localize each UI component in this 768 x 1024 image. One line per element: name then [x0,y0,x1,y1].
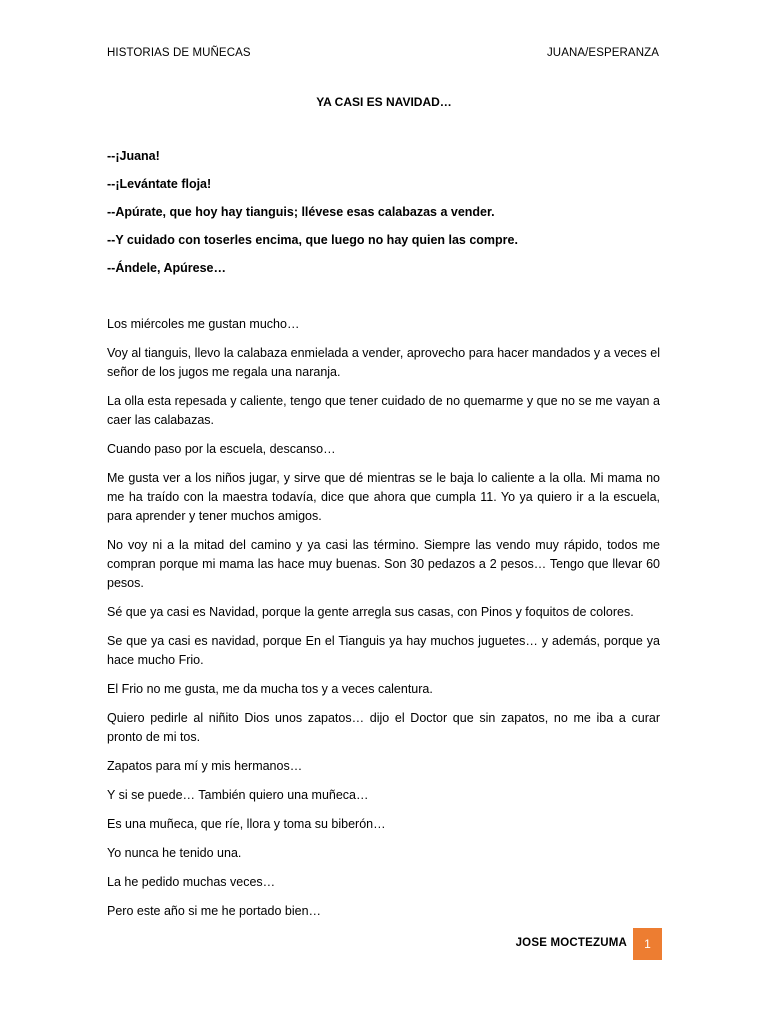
paragraph: Quiero pedirle al niñito Dios unos zapatos… dijo el Doctor que sin zapatos, no me iba a curar pronto de mi tos. [107,711,660,744]
dialogue-line: --Ándele, Apúrese… [107,261,227,275]
paragraph: Voy al tianguis, llevo la calabaza enmielada a vender, aprovecho para hacer mandados y a veces el señor de los jugos me regala una naranja. [107,346,660,379]
paragraph: Pero este año si me he portado bien… [107,904,322,918]
paragraph: Y si se puede… También quiero una muñeca… [107,788,369,802]
paragraph: Es una muñeca, que ríe, llora y toma su biberón… [107,817,386,831]
dialogue-line: --¡Juana! [107,149,160,163]
document-title: YA CASI ES NAVIDAD… [316,95,452,109]
dialogue-line: --Apúrate, que hoy hay tianguis; llévese esas calabazas a vender. [107,205,495,219]
dialogue-block [107,147,660,287]
paragraph: Zapatos para mí y mis hermanos… [107,759,303,773]
paragraph: La he pedido muchas veces… [107,875,276,889]
paragraph: Cuando paso por la escuela, descanso… [107,442,336,456]
paragraph: No voy ni a la mitad del camino y ya casi las término. Siempre las vendo muy rápido, todos me compran porque mi mama las hace muy buenas. Son 30 pedazos a 2 pesos… Tengo que llevar 60 pesos. [107,538,660,590]
paragraph: Sé que ya casi es Navidad, porque la gente arregla sus casas, con Pinos y foquitos de colores. [107,605,634,619]
paragraph: Me gusta ver a los niños jugar, y sirve que dé mientras se le baja lo caliente a la olla. Mi mama no me ha traído con la maestra todavía, dice que ahora que cumpla 11. Yo ya quiero ir a la escuela, para aprender y tener muchos amigos. [107,471,660,523]
dialogue-line: --Y cuidado con toserles encima, que luego no hay quien las compre. [107,233,518,247]
header-left: HISTORIAS DE MUÑECAS [107,47,251,59]
header-right: JUANA/ESPERANZA [546,47,659,59]
paragraph: Se que ya casi es navidad, porque En el Tianguis ya hay muchos juguetes… y además, porque ya hace mucho Frio. [107,634,660,667]
dialogue-line: --¡Levántate floja! [107,177,212,191]
paragraph: Yo nunca he tenido una. [107,846,242,860]
prose-block [107,315,660,931]
footer-author: JOSE MOCTEZUMA [515,937,627,949]
paragraph: Los miércoles me gustan mucho… [107,317,300,331]
page-number-badge: 1 [633,928,662,960]
paragraph: El Frio no me gusta, me da mucha tos y a veces calentura. [107,682,433,696]
paragraph: La olla esta repesada y caliente, tengo que tener cuidado de no quemarme y que no se me vayan a caer las calabazas. [107,394,660,427]
